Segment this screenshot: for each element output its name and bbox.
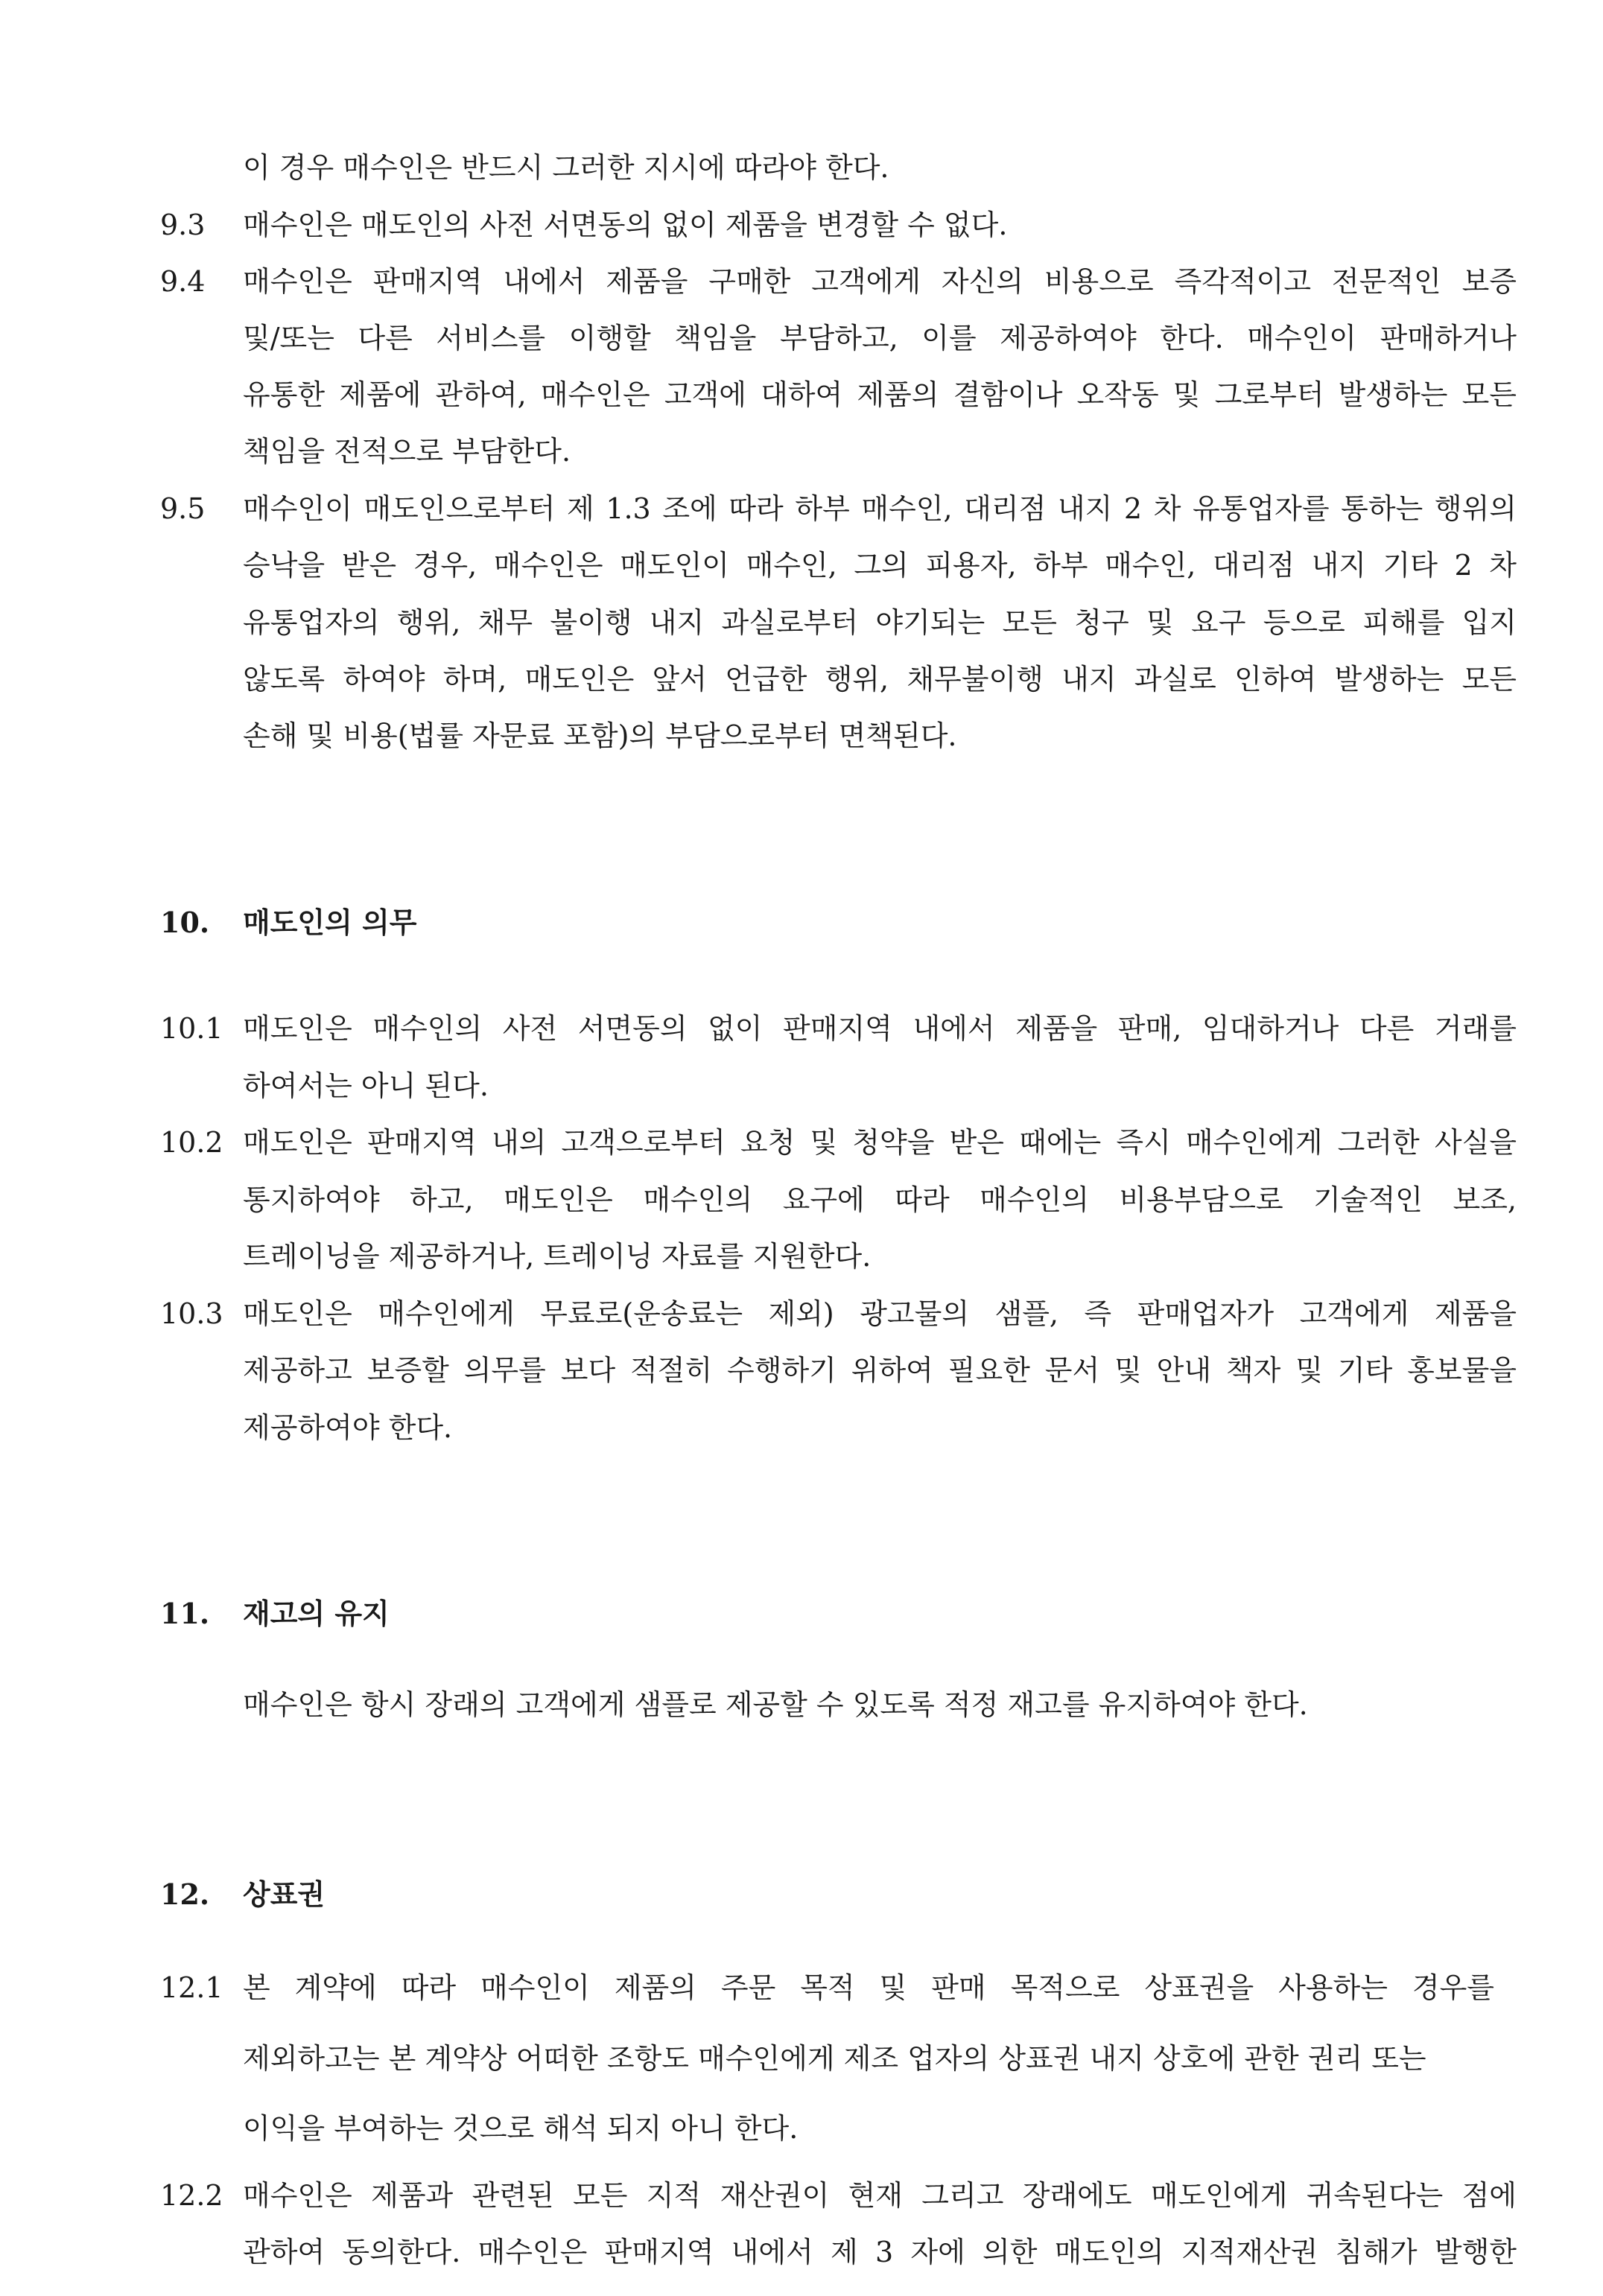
continuation-line: 이 경우 매수인은 반드시 그러한 지시에 따라야 한다.	[243, 151, 889, 184]
section-number-10: 10.	[160, 906, 210, 939]
clause-9-5-line-5: 손해 및 비용(법률 자문료 포함)의 부담으로부터 면책된다.	[243, 719, 957, 752]
clause-9-4-line-2: 및/또는 다른 서비스를 이행할 책임을 부담하고, 이를 제공하여야 한다. 매수인이 판매하거나	[243, 322, 1517, 354]
clause-number-10-3: 10.3	[160, 1297, 223, 1330]
clause-9-4-line-4: 책임을 전적으로 부담한다.	[243, 435, 571, 468]
clause-9-4-line-3: 유통한 제품에 관하여, 매수인은 고객에 대하여 제품의 결함이나 오작동 및 그로부터 발생하는 모든	[243, 378, 1517, 411]
section-title-10: 매도인의 의무	[243, 906, 417, 939]
clause-10-3-line-1: 매도인은 매수인에게 무료로(운송료는 제외) 광고물의 샘플, 즉 판매업자가 고객에게 제품을	[243, 1297, 1517, 1330]
clause-number-9-5: 9.5	[160, 492, 206, 525]
clause-12-2-line-2: 관하여 동의한다. 매수인은 판매지역 내에서 제 3 자에 의한 매도인의 지적재산권 침해가 발행한	[243, 2236, 1517, 2268]
clause-number-10-2: 10.2	[160, 1126, 223, 1159]
clause-10-3-line-2: 제공하고 보증할 의무를 보다 적절히 수행하기 위하여 필요한 문서 및 안내 책자 및 기타 홍보물을	[243, 1354, 1517, 1387]
clause-number-12-1: 12.1	[160, 1971, 223, 2004]
clause-number-12-2: 12.2	[160, 2179, 223, 2212]
clause-9-3-line-1: 매수인은 매도인의 사전 서면동의 없이 제품을 변경할 수 없다.	[243, 209, 1008, 241]
clause-10-3-line-3: 제공하여야 한다.	[243, 1411, 453, 1444]
clause-number-9-3: 9.3	[160, 209, 206, 241]
clause-12-1-line-2: 제외하고는 본 계약상 어떠한 조항도 매수인에게 제조 업자의 상표권 내지 상호에 관한 권리 또는	[243, 2042, 1426, 2075]
section-number-12: 12.	[160, 1877, 210, 1911]
clause-9-4-line-1: 매수인은 판매지역 내에서 제품을 구매한 고객에게 자신의 비용으로 즉각적이고 전문적인 보증	[243, 265, 1517, 298]
clause-10-1-line-1: 매도인은 매수인의 사전 서면동의 없이 판매지역 내에서 제품을 판매, 임대하거나 다른 거래를	[243, 1012, 1517, 1045]
clause-9-5-line-3: 유통업자의 행위, 채무 불이행 내지 과실로부터 야기되는 모든 청구 및 요구 등으로 피해를 입지	[243, 606, 1517, 639]
clause-number-9-4: 9.4	[160, 265, 206, 298]
section-title-11: 재고의 유지	[243, 1597, 390, 1630]
section-number-11: 11.	[160, 1597, 210, 1630]
clause-12-1-line-3: 이익을 부여하는 것으로 해석 되지 아니 한다.	[243, 2112, 799, 2145]
clause-10-2-line-3: 트레이닝을 제공하거나, 트레이닝 자료를 지원한다.	[243, 1240, 872, 1273]
clause-12-2-line-1: 매수인은 제품과 관련된 모든 지적 재산권이 현재 그리고 장래에도 매도인에게 귀속된다는 점에	[243, 2179, 1517, 2212]
clause-12-1-line-1: 본 계약에 따라 매수인이 제품의 주문 목적 및 판매 목적으로 상표권을 사용하는 경우를	[243, 1971, 1494, 2004]
clause-10-1-line-2: 하여서는 아니 된다.	[243, 1069, 489, 1102]
clause-9-5-line-2: 승낙을 받은 경우, 매수인은 매도인이 매수인, 그의 피용자, 하부 매수인, 대리점 내지 기타 2 차	[243, 549, 1517, 582]
clause-10-2-line-2: 통지하여야 하고, 매도인은 매수인의 요구에 따라 매수인의 비용부담으로 기술적인 보조,	[243, 1183, 1517, 1216]
section-11-body: 매수인은 항시 장래의 고객에게 샘플로 제공할 수 있도록 적정 재고를 유지하여야 한다.	[243, 1688, 1308, 1721]
clause-9-5-line-1: 매수인이 매도인으로부터 제 1.3 조에 따라 하부 매수인, 대리점 내지 2 차 유통업자를 통하는 행위의	[243, 492, 1517, 525]
clause-number-10-1: 10.1	[160, 1012, 223, 1045]
clause-9-5-line-4: 않도록 하여야 하며, 매도인은 앞서 언급한 행위, 채무불이행 내지 과실로 인하여 발생하는 모든	[243, 663, 1517, 696]
section-title-12: 상표권	[243, 1877, 326, 1911]
clause-10-2-line-1: 매도인은 판매지역 내의 고객으로부터 요청 및 청약을 받은 때에는 즉시 매수인에게 그러한 사실을	[243, 1126, 1517, 1159]
